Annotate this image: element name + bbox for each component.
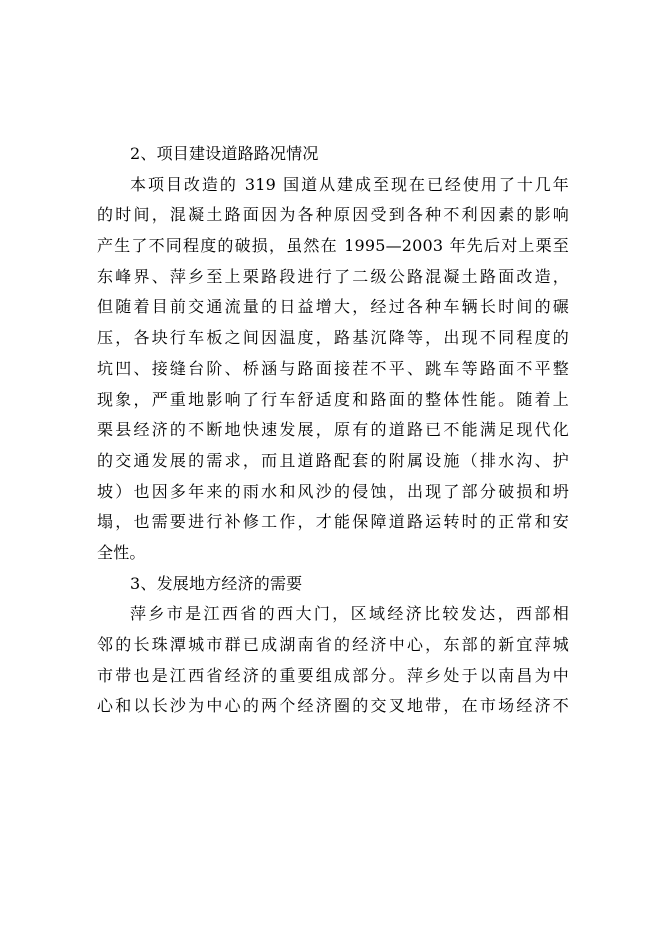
text-line: 的交通发展的需求，而且道路配套的附属设施（排水沟、护 [97, 450, 569, 470]
text-line: 邻的长珠潭城市群已成湖南省的经济中心，东部的新宜萍城 [97, 635, 569, 654]
text-line: 坑凹、接缝台阶、桥涵与路面接茬不平、跳车等路面不平整 [97, 358, 569, 378]
text-line: 市带也是江西省经济的重要组成部分。萍乡处于以南昌为中 [97, 665, 569, 685]
text-line: 塌，也需要进行补修工作，才能保障道路运转时的正常和安 [97, 512, 569, 532]
text-line: 的时间，混凝土路面因为各种原因受到各种不利因素的影响 [97, 205, 569, 225]
text-line: 东峰界、萍乡至上栗路段进行了二级公路混凝土路面改造， [97, 266, 569, 286]
text-line: 坡）也因多年来的雨水和风沙的侵蚀，出现了部分破损和坍 [97, 481, 569, 501]
text-line: 产生了不同程度的破损，虽然在 1995—2003 年先后对上栗至 [97, 236, 569, 256]
text-line: 本项目改造的 319 国道从建成至现在已经使用了十几年 [130, 174, 569, 194]
text-line: 3、发展地方经济的需要 [130, 573, 303, 593]
text-line: 心和以长沙为中心的两个经济圈的交叉地带，在市场经济不 [97, 696, 569, 716]
text-line: 全性。 [97, 542, 146, 562]
text-line: 栗县经济的不断地快速发展，原有的道路已不能满足现代化 [97, 420, 569, 440]
text-line: 但随着目前交通流量的日益增大，经过各种车辆长时间的碾 [97, 297, 569, 317]
text-line: 2、项目建设道路路况情况 [130, 144, 319, 163]
text-line: 萍乡市是江西省的西大门，区域经济比较发达，西部相 [130, 604, 569, 624]
text-line: 压，各块行车板之间因温度，路基沉降等，出现不同程度的 [97, 328, 569, 348]
document-body [97, 139, 569, 722]
text-line: 现象，严重地影响了行车舒适度和路面的整体性能。随着上 [97, 389, 569, 409]
